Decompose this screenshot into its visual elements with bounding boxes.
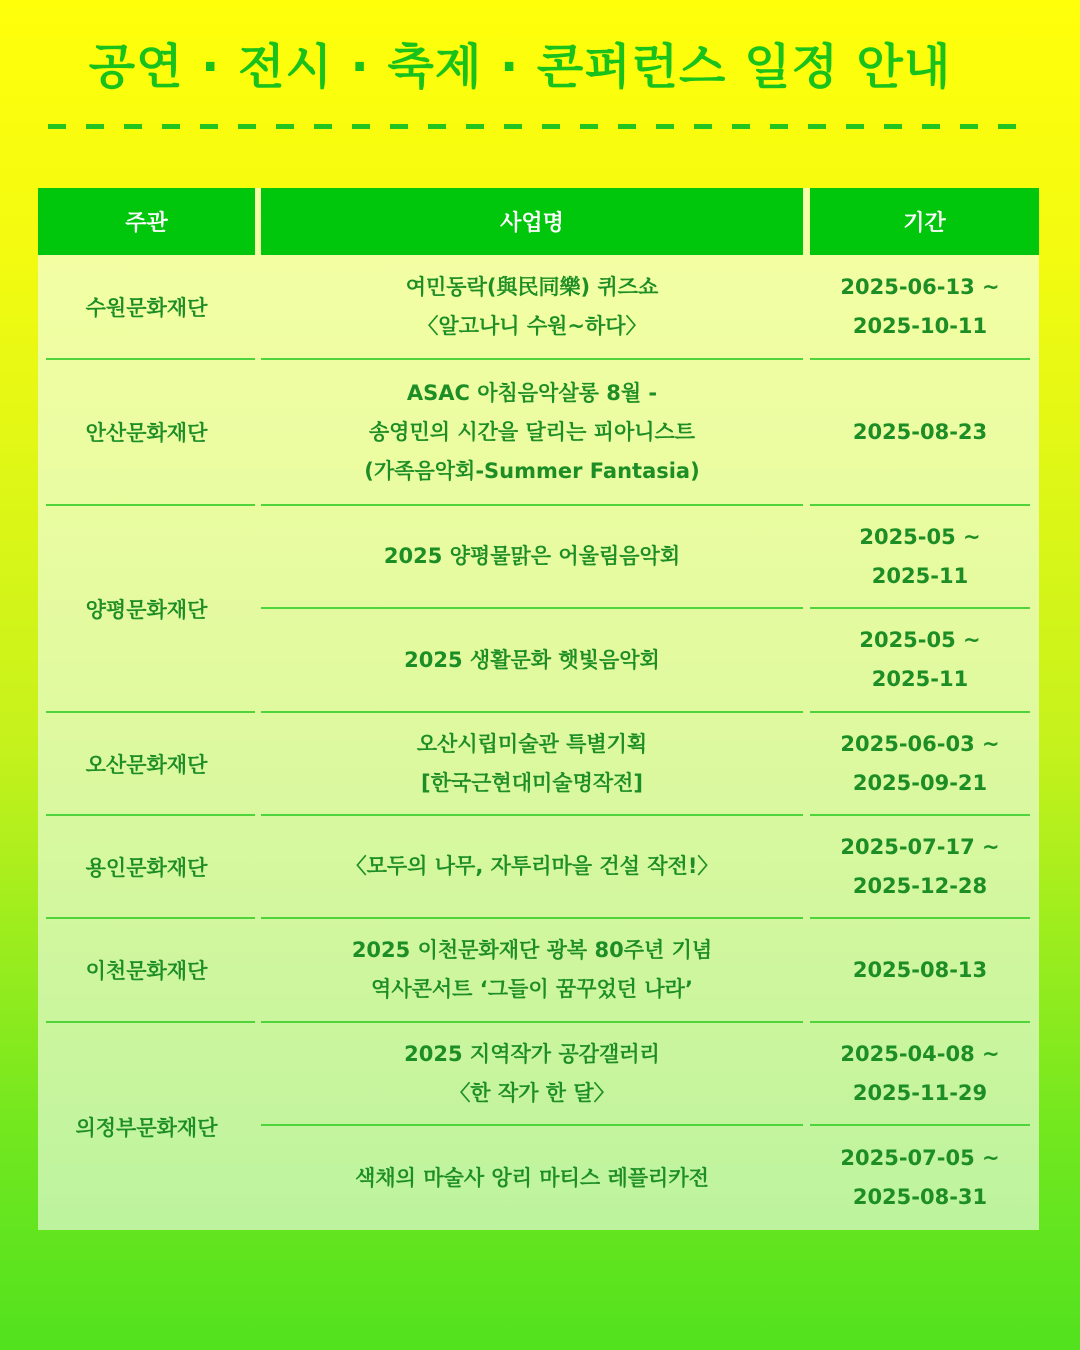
program-cell [261,1023,803,1124]
period-cell [810,713,1030,814]
program-line: 〈모두의 나무, 자투리마을 건설 작전!〉 [345,854,719,878]
period-line: 2025-12-28 [852,873,988,898]
program-line: 2025 이천문화재단 광복 80주년 기념 [351,938,713,962]
schedule-table [38,188,1039,1230]
org-cell: 양평문화재단 [85,597,208,622]
org-cell: 용인문화재단 [85,855,208,880]
program-cell [261,816,803,917]
period-line: 2025-07-17 ~ [840,834,1000,859]
period-cell [810,816,1030,917]
program-cell [261,713,803,814]
period-cell [810,1023,1030,1124]
org-cell: 의정부문화재단 [75,1115,218,1140]
header-program: 사업명 [261,188,803,255]
program-line: 2025 생활문화 햇빛음악회 [404,647,660,672]
program-line: 〈알고나니 수원~하다〉 [417,313,647,338]
period-line: 2025-11 [871,667,969,691]
program-line: ASAC 아침음악살롱 8월 - [406,380,658,405]
period-line: 2025-04-08 ~ [840,1041,1000,1066]
period-line: 2025-10-11 [852,313,988,338]
program-line: 색채의 마술사 앙리 마티스 레플리카전 [355,1165,709,1190]
header-period: 기간 [810,188,1039,255]
org-cell: 오산문화재단 [85,752,208,777]
period-line: 2025-08-23 [852,419,988,444]
org-cell: 수원문화재단 [85,295,208,320]
program-cell [261,360,803,504]
dashed-divider [48,124,1032,129]
period-cell [810,1126,1030,1230]
program-cell [261,609,803,711]
period-cell [810,919,1030,1021]
program-line: 송영민의 시간을 달리는 피아니스트 [368,419,696,444]
program-line: (가족음악회-Summer Fantasia) [364,458,700,483]
period-line: 2025-09-21 [852,770,988,795]
period-cell [810,360,1030,504]
period-line: 2025-08-31 [852,1185,988,1209]
period-line: 2025-07-05 ~ [840,1146,1000,1170]
program-line: 2025 지역작가 공감갤러리 [404,1041,660,1066]
page-title: 공연 · 전시 · 축제 · 콘퍼런스 일정 안내 [88,39,952,95]
program-line: 오산시립미술관 특별기획 [416,731,648,756]
period-cell [810,506,1030,607]
program-line: 〈한 작가 한 달〉 [449,1080,615,1105]
period-line: 2025-06-13 ~ [840,274,1000,299]
period-cell [810,255,1030,358]
period-line: 2025-06-03 ~ [840,731,1000,756]
program-line: 여민동락(與民同樂) 퀴즈쇼 [405,274,659,299]
period-line: 2025-05 ~ [859,628,981,652]
program-cell [261,919,803,1021]
program-cell [261,506,803,607]
period-cell [810,609,1030,711]
org-cell: 이천문화재단 [85,959,208,983]
program-cell [261,255,803,358]
program-line: 2025 양평물맑은 어울림음악회 [383,544,681,568]
period-line: 2025-11 [871,563,969,588]
period-line: 2025-05 ~ [859,524,981,549]
program-line: [한국근현대미술명작전] [420,770,644,795]
period-line: 2025-08-13 [852,957,988,982]
program-cell [261,1126,803,1230]
program-line: 역사콘서트 ‘그들이 꿈꾸었던 나라’ [371,977,693,1001]
org-cell: 안산문화재단 [85,421,208,445]
header-org: 주관 [38,188,255,255]
period-line: 2025-11-29 [852,1080,988,1105]
